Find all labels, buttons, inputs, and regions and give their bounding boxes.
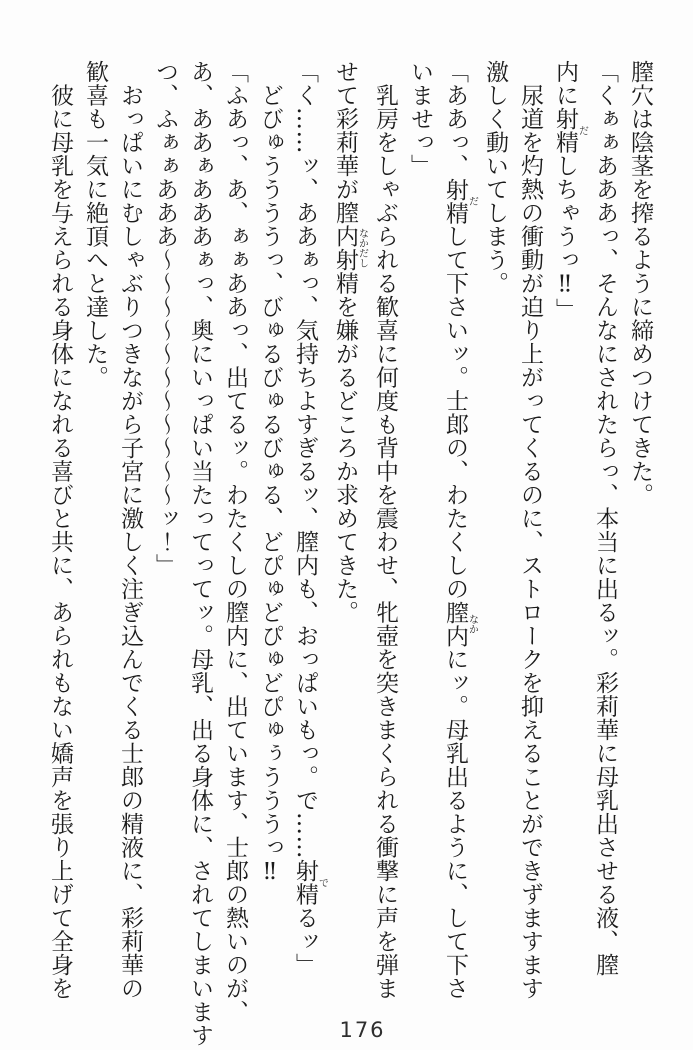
text-column: 激しく動いてしまう。 bbox=[482, 60, 508, 295]
furigana-term: 射精だ bbox=[442, 177, 478, 225]
furigana-term: 膣内なか bbox=[442, 600, 478, 648]
text-column: 「ふあっ、あ、ぁぁああっ、出てるッ。わたくしの膣内に、出ています、士郎の熱いのが、 bbox=[222, 60, 248, 1024]
furigana-reading: なか bbox=[466, 600, 478, 648]
text-column: 「くぁぁあああっ、そんなにされたらっ、本当に出るッ。彩莉華に母乳出させる液、膣 bbox=[592, 60, 618, 977]
text-column: 彼に母乳を与えられる身体になれる喜びと共に、あられもない嬌声を張り上げて全身を bbox=[47, 83, 73, 1000]
text-column: 歓喜も一気に絶頂へと達した。 bbox=[82, 60, 108, 389]
text-column: せて彩莉華が膣内射精なかだしを嫌がるどころか求めてきた。 bbox=[332, 60, 368, 624]
text-column: 乳房をしゃぶられる歓喜に何度も背中を震わせ、牝壺を突きまくられる衝撃に声を弾ま bbox=[372, 83, 398, 1000]
furigana-term: 射精だ bbox=[552, 107, 588, 154]
furigana-reading: だ bbox=[466, 177, 478, 225]
furigana-reading: なかだし bbox=[356, 201, 368, 295]
text-column: 「ああっ、射精だして下さいッ。士郎の、わたくしの膣内なかにッ。母乳出るように、して下さ bbox=[442, 60, 478, 1000]
text-column: あ、ああぁあああぁっ、奥にいっぱい当たってってッ。母乳、出る身体に、されてしまいます bbox=[187, 60, 213, 1047]
furigana-term: 射精で bbox=[292, 859, 328, 906]
text-column: 内に射精だしちゃうっ‼」 bbox=[552, 60, 588, 322]
text-column: 「く……ッ、ああぁっ、気持ちよすぎるッ、膣内も、おっぱいもっ。で……射精でるッ」 bbox=[292, 60, 328, 977]
text-column: 尿道を灼熱の衝動が迫り上がってくるのに、ストロークを抑えることができずますます bbox=[517, 83, 543, 1000]
furigana-term: 膣内射精なかだし bbox=[332, 201, 368, 295]
text-column: おっぱいにむしゃぶりつきながら子宮に激しく注ぎ込んでくる士郎の精液に、彩莉華の bbox=[117, 83, 143, 1000]
text-column: どびゅううううっ、びゅるびゅるびゅる、どぴゅどぴゅどぴゅぅうううっ‼ bbox=[257, 83, 283, 886]
text-column: 膣穴は陰茎を搾るように締めつけてきた。 bbox=[627, 60, 653, 507]
furigana-reading: だ bbox=[576, 107, 588, 154]
furigana-reading: で bbox=[316, 859, 328, 906]
text-column: いませっ」 bbox=[407, 60, 433, 178]
text-column: つ、ふぁぁあああ～～～～～～～～～～～ッ！」 bbox=[152, 60, 178, 577]
page-number: 176 bbox=[339, 1018, 386, 1042]
